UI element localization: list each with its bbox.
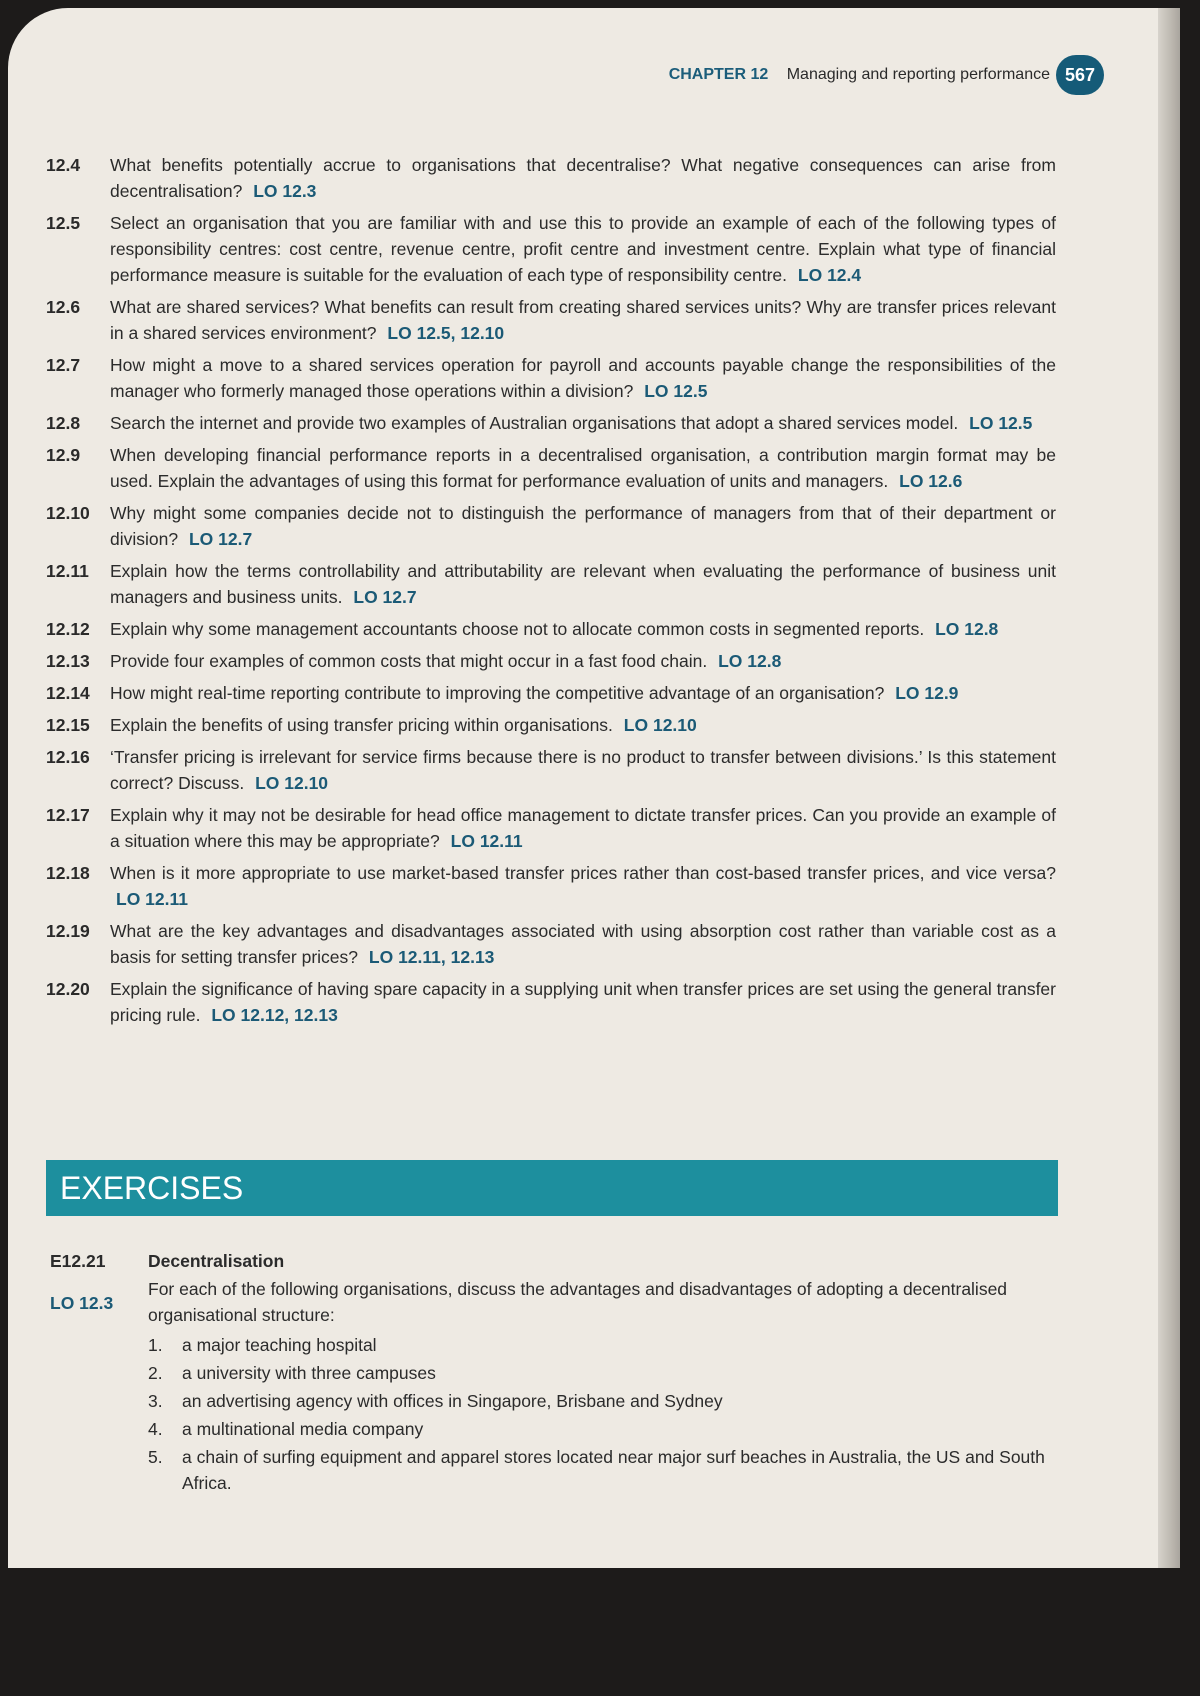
question-body [110, 802, 1056, 854]
question-text: What are the key advantages and disadvantages associated with using absorption cost rather than variable cost as a basis for setting transfer prices? [110, 921, 1056, 967]
question-number: 12.11 [46, 561, 89, 581]
learning-objective: LO 12.8 [935, 619, 999, 639]
learning-objective: LO 12.8 [718, 651, 782, 671]
question-body [110, 976, 1056, 1028]
question-text: How might a move to a shared services operation for payroll and accounts payable change the responsibilities of the manager who formerly managed those operations within a division? [110, 355, 1056, 401]
question-item [46, 210, 1056, 288]
chapter-title: Managing and reporting performance [786, 66, 1050, 83]
question-number: 12.18 [46, 863, 90, 883]
chapter-label: CHAPTER 12 [668, 66, 769, 83]
learning-objective: LO 12.11, 12.13 [368, 947, 495, 967]
question-number: 12.8 [46, 413, 81, 433]
question-item [46, 352, 1056, 404]
question-body [110, 210, 1056, 288]
question-item [46, 918, 1056, 970]
question-text: When is it more appropriate to use market-based transfer prices rather than cost-based transfer prices, and vice versa? [110, 863, 1056, 883]
question-number: 12.17 [46, 805, 90, 825]
question-item [46, 500, 1056, 552]
question-body [110, 860, 1056, 912]
review-questions [46, 152, 1056, 1034]
question-body [110, 500, 1056, 552]
book-page [8, 8, 1180, 1568]
learning-objective: LO 12.11 [116, 889, 188, 909]
question-text: Why might some companies decide not to distinguish the performance of managers from that of their department or division? [110, 503, 1056, 549]
list-item-text: a university with three campuses [182, 1363, 436, 1383]
page-number-badge: 567 [1056, 55, 1104, 95]
list-item-number: 2. [148, 1363, 163, 1383]
running-head [669, 66, 1050, 84]
list-item-number: 3. [148, 1391, 163, 1411]
question-item [46, 442, 1056, 494]
question-text: Explain how the terms controllability and attributability are relevant when evaluating the performance of business unit managers and business units. [110, 561, 1056, 607]
list-item-number: 5. [148, 1447, 163, 1467]
question-text: Select an organisation that you are familiar with and use this to provide an example of each of the following types of responsibility centres: cost centre, revenue centre, profit centre and investment centre. Explain what type of financial performance measure is suitable for the evaluation of each type of responsibility centre. [110, 213, 1056, 285]
question-text: How might real-time reporting contribute to improving the competitive advantage of an organisation? [110, 683, 885, 703]
exercise-list-item [148, 1416, 1058, 1442]
learning-objective: LO 12.10 [623, 715, 697, 735]
question-text: What benefits potentially accrue to organisations that decentralise? What negative consequences can arise from decentralisation? [110, 155, 1056, 201]
learning-objective: LO 12.4 [797, 265, 862, 285]
exercise-title: Decentralisation [148, 1251, 285, 1271]
question-number: 12.19 [46, 921, 90, 941]
learning-objective: LO 12.3 [253, 181, 317, 201]
question-text: Explain the significance of having spare capacity in a supplying unit when transfer prices are set using the general transfer pricing rule. [110, 979, 1056, 1025]
question-body [110, 352, 1056, 404]
question-item [46, 976, 1056, 1028]
question-text: Explain why some management accountants choose not to allocate common costs in segmented reports. [110, 619, 925, 639]
question-number: 12.12 [46, 619, 90, 639]
question-number: 12.6 [46, 297, 81, 317]
list-item-text: an advertising agency with offices in Singapore, Brisbane and Sydney [182, 1391, 723, 1411]
learning-objective: LO 12.10 [255, 773, 329, 793]
question-text: Explain the benefits of using transfer pricing within organisations. [110, 715, 613, 735]
question-item [46, 802, 1056, 854]
question-body [110, 152, 1056, 204]
question-body [110, 410, 1056, 436]
question-item [46, 680, 1056, 706]
question-item [46, 648, 1056, 674]
question-number: 12.5 [46, 213, 81, 233]
exercise-list [148, 1332, 1058, 1496]
question-item [46, 712, 1056, 738]
question-number: 12.7 [46, 355, 81, 375]
question-item [46, 860, 1056, 912]
question-number: 12.4 [46, 155, 81, 175]
question-text: What are shared services? What benefits can result from creating shared services units? Why are transfer prices relevant in a shared services environment? [110, 297, 1056, 343]
question-body [110, 294, 1056, 346]
exercise-list-item [148, 1332, 1058, 1358]
learning-objective: LO 12.5 [969, 413, 1033, 433]
exercise-list-item [148, 1444, 1058, 1496]
exercises-heading: EXERCISES [46, 1160, 1058, 1216]
question-body [110, 744, 1056, 796]
learning-objective: LO 12.9 [895, 683, 959, 703]
learning-objective: LO 12.5, 12.10 [387, 323, 505, 343]
learning-objective: LO 12.12, 12.13 [211, 1005, 338, 1025]
question-text: Explain why it may not be desirable for head office management to dictate transfer prices. Can you provide an example of a situation where this may be appropriate? [110, 805, 1056, 851]
question-body [110, 648, 1056, 674]
learning-objective: LO 12.7 [353, 587, 417, 607]
learning-objective: LO 12.6 [899, 471, 963, 491]
exercise-list-item [148, 1360, 1058, 1386]
question-item [46, 558, 1056, 610]
question-number: 12.16 [46, 747, 90, 767]
question-body [110, 680, 1056, 706]
question-item [46, 616, 1056, 642]
exercise-intro: For each of the following organisations, discuss the advantages and disadvantages of adopting a decentralised organisational structure: [148, 1279, 1008, 1325]
exercise-body [148, 1248, 1058, 1496]
question-item [46, 410, 1056, 436]
page-edge [1158, 8, 1180, 1568]
question-body [110, 918, 1056, 970]
question-body [110, 616, 1056, 642]
question-text: Provide four examples of common costs that might occur in a fast food chain. [110, 651, 708, 671]
question-number: 12.14 [46, 683, 90, 703]
question-item [46, 152, 1056, 204]
learning-objective: LO 12.7 [188, 529, 253, 549]
list-item-number: 4. [148, 1419, 163, 1439]
question-text: ‘Transfer pricing is irrelevant for service firms because there is no product to transfer between divisions.’ Is this statement correct? Discuss. [110, 747, 1056, 793]
exercise-id: E12.21 [50, 1251, 106, 1271]
question-number: 12.9 [46, 445, 81, 465]
list-item-text: a chain of surfing equipment and apparel stores located near major surf beaches in Australia, the US and South Africa. [182, 1447, 1045, 1493]
question-body [110, 712, 1056, 738]
question-item [46, 294, 1056, 346]
list-item-number: 1. [148, 1335, 163, 1355]
question-number: 12.20 [46, 979, 90, 999]
exercise-learning-objective: LO 12.3 [50, 1293, 114, 1313]
learning-objective: LO 12.11 [450, 831, 523, 851]
question-body [110, 558, 1056, 610]
question-text: Search the internet and provide two examples of Australian organisations that adopt a shared services model. [110, 413, 959, 433]
question-body [110, 442, 1056, 494]
exercise-e12-21 [46, 1248, 1058, 1498]
learning-objective: LO 12.5 [644, 381, 708, 401]
question-number: 12.10 [46, 503, 90, 523]
list-item-text: a multinational media company [182, 1419, 424, 1439]
question-item [46, 744, 1056, 796]
list-item-text: a major teaching hospital [182, 1335, 377, 1355]
question-text: When developing financial performance reports in a decentralised organisation, a contribution margin format may be used. Explain the advantages of using this format for performance evaluation of units and managers. [110, 445, 1056, 491]
question-number: 12.15 [46, 715, 90, 735]
question-number: 12.13 [46, 651, 90, 671]
exercise-list-item [148, 1388, 1058, 1414]
